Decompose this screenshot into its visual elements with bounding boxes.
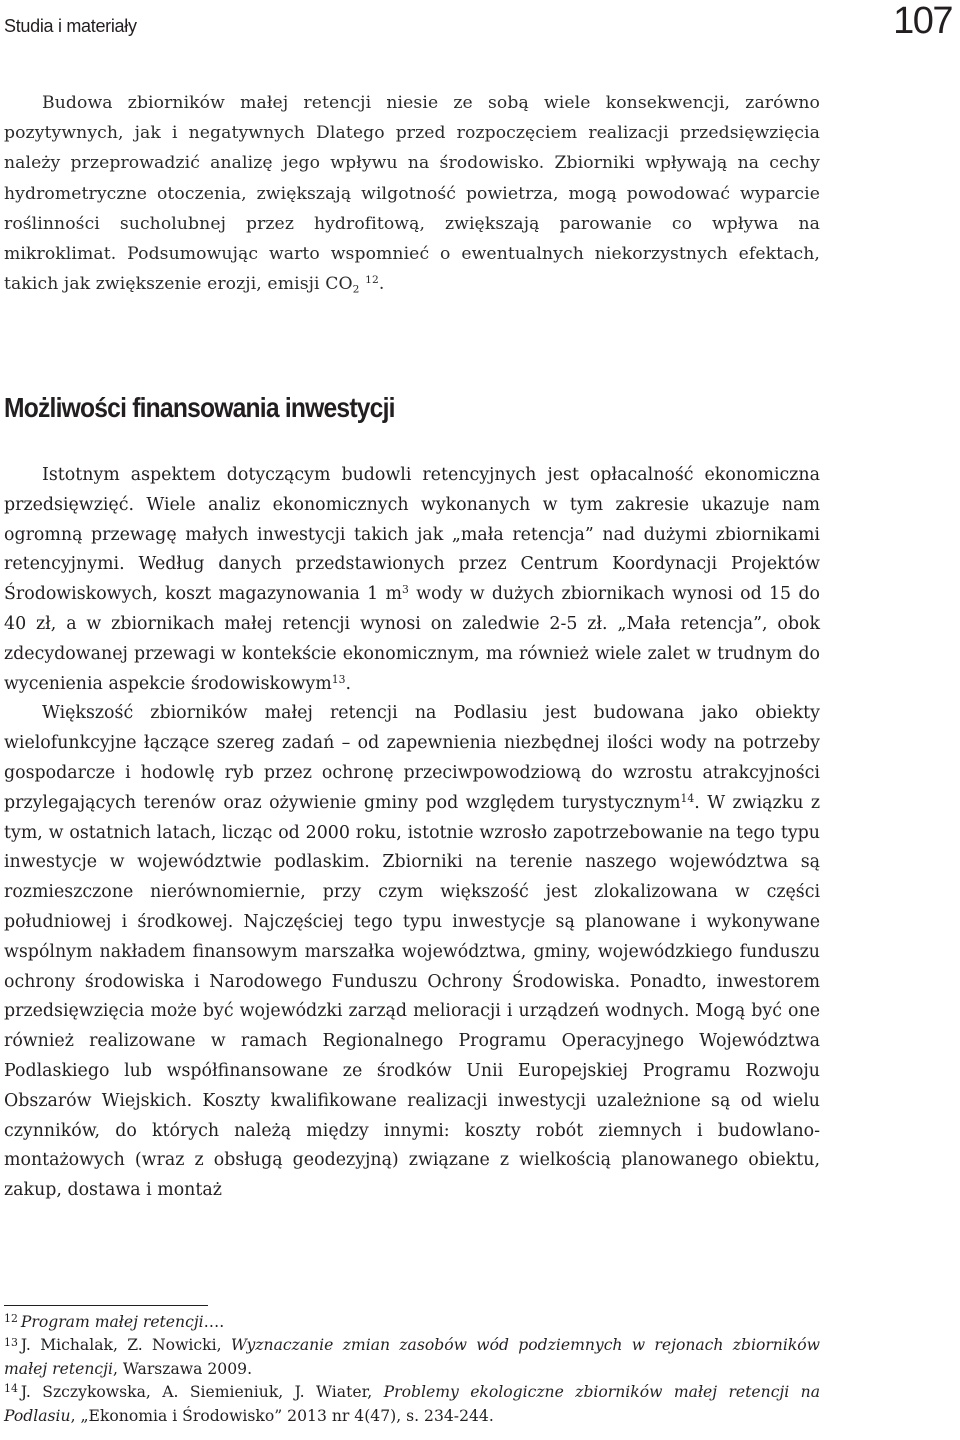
para1-text-a: Istotnym aspektem dotyczącym budowli retencyjnych jest opłacalność ekonomiczna przedsięwzięć. Wiele analiz ekonomicznych wykonanych w tym zakresie ukazuje nam ogromną przewagę małych inwestycji takich jak „mała retencja” nad dużymi zbiornikami retencyjnymi. Według danych przedstawionych przez Centrum Koordynacji Projektów Środowiskowych, koszt magazynowania 1 m	[4, 465, 820, 605]
footnote-title: Program małej retencji	[20, 1313, 204, 1331]
footnote-13	[4, 1334, 820, 1381]
para1-end: .	[345, 673, 351, 694]
co2-base: CO	[325, 274, 353, 295]
footnote-14	[4, 1381, 820, 1428]
para1-text-b: wody w dużych zbiornikach wynosi od 15 do 40 zł, a w zbiornikach małej retencji wynosi on zaledwie 2-5 zł. „Mała retencja”, obok zdecydowanej przewagi w kontekście ekonomicznym, ma również wiele zalet w trudnym do wycenienia aspekcie środowiskowym	[4, 584, 820, 694]
intro-paragraph	[4, 88, 820, 299]
page-header	[0, 0, 960, 60]
co2-formula	[325, 274, 359, 294]
intro-section	[4, 88, 820, 299]
para2-text-b: . W związku z tym, w ostatnich latach, licząc od 2000 roku, istotnie wzrosło zapotrzebowanie na tego typu inwestycje w województwie podlaskim. Zbiorniki na terenie naszego województwa są rozmieszczone nierównomiernie, przy czym większość jest zlokalizowana w części południowej i środkowej. Najczęściej tego typu inwestycje są planowane i wykonywane wspólnym nakładem finansowym marszałka województwa, gminy, wojewódzkiego funduszu ochrony środowiska i Narodowego Funduszu Ochrony Środowiska. Ponadto, inwestorem przedsięwzięcia może być wojewódzki zarząd melioracji i urządzeń wodnych. Mogą być one również realizowane w ramach Regionalnego Programu Operacyjnego Województwa Podlaskiego lub współfinansowane ze środków Unii Europejskiej Programu Rozwoju Obszarów Wiejskich. Koszty kwalifikowane realizacji inwestycji uzależnione są od wielu czynników, do których należą między innymi: koszty robót ziemnych i budowlano-montażowych (wraz z obsługą geodezyjną) związane z wielkością planowanego obiektu, zakup, dostawa i montaż	[4, 792, 820, 1201]
footnote-number: 13	[4, 1335, 18, 1349]
para2-text-a: Większość zbiorników małej retencji na Podlasiu jest budowana jako obiekty wielofunkcyjne łączące szereg zadań – od zapewnienia niezbędnej ilości wody na potrzeby gospodarcze i hodowlę ryb przez ochronę przeciwpowodziową do wzrostu atrakcyjności przylegających terenów oraz ożywienie gminy pod względem turystycznym	[4, 703, 820, 813]
main-section	[4, 461, 820, 1206]
section-heading: Możliwości finansowania inwestycji	[4, 392, 395, 423]
footnote-authors: J. Szczykowska, A. Siemieniuk, J. Wiater,	[20, 1383, 384, 1402]
running-head: Studia i materiały	[4, 16, 137, 36]
footnote-ref-14[interactable]: 14	[680, 791, 695, 805]
footnote-ref-12[interactable]: 12	[365, 273, 379, 287]
footnote-rest: ….	[203, 1313, 225, 1331]
main-paragraph-2	[4, 699, 820, 1206]
footnote-number: 14	[4, 1382, 18, 1396]
co2-subscript: 2	[352, 282, 360, 296]
main-paragraph-1	[4, 461, 820, 699]
footnote-rest: , „Ekonomia i Środowisko” 2013 nr 4(47), s. 234-244.	[70, 1406, 494, 1425]
footnote-authors: J. Michalak, Z. Nowicki,	[20, 1336, 231, 1355]
footnote-12	[4, 1311, 820, 1334]
footnote-divider	[4, 1305, 208, 1306]
footnote-ref-13[interactable]: 13	[331, 672, 346, 686]
footnotes	[4, 1311, 820, 1428]
footnote-title: Wyznaczanie zmian zasobów wód podziemnych w rejonach zbiorników małej retencji	[4, 1336, 821, 1378]
intro-text: Budowa zbiorników małej retencji niesie ze sobą wiele konsekwencji, zarówno pozytywnych, jak i negatywnych Dlatego przed rozpoczęciem realizacji przedsięwzięcia należy przeprowadzić analizę jego wpływu na środowisko. Zbiorniki wpływają na cechy hydrometryczne otoczenia, zwiększają wilgotność powietrza, mogą powodować wyparcie roślinności sucholubnej przez hydrofitową, zwiększają parowanie co wpływa na mikroklimat. Podsumowując warto wspomnieć o ewentualnych niekorzystnych efektach, takich jak zwiększenie erozji, emisji	[4, 93, 820, 295]
page-number: 107	[893, 0, 952, 42]
footnote-rest: , Warszawa 2009.	[112, 1359, 253, 1378]
footnote-number: 12	[4, 1312, 18, 1326]
intro-end: .	[378, 274, 385, 295]
cubic-superscript: 3	[402, 583, 409, 597]
footnote-title: Problemy ekologiczne zbiorników małej retencji na Podlasiu	[4, 1383, 820, 1425]
